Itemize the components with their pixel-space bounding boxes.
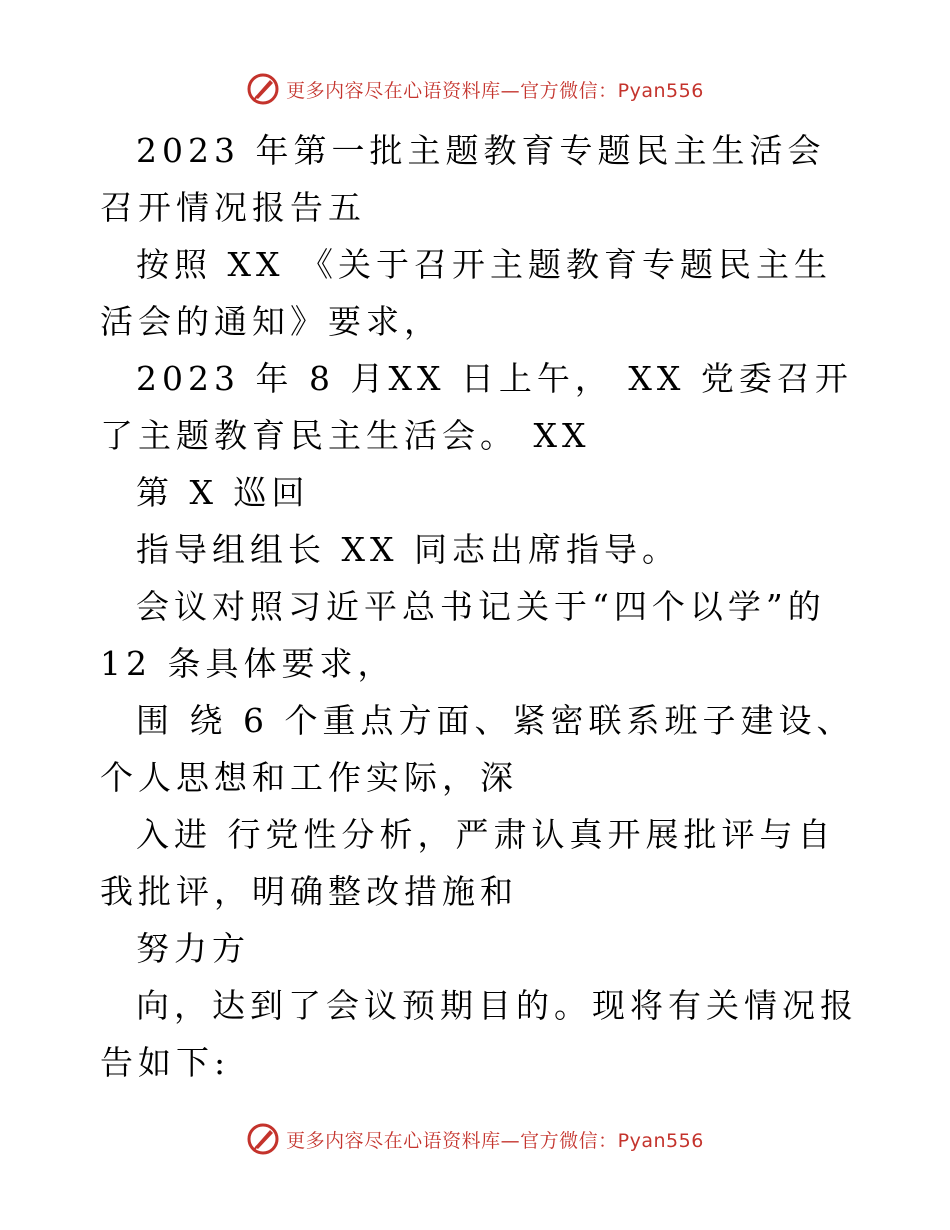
paragraph: 围 绕 6 个重点方面、紧密联系班子建设、个人思想和工作实际，深: [100, 701, 855, 797]
paragraph: 入进 行党性分析，严肃认真开展批评与自我批评，明确整改措施和: [100, 815, 836, 911]
quill-circle-logo: [246, 72, 280, 106]
paragraph: 按照 XX 《关于召开主题教育专题民主生活会的通知》要求，: [100, 245, 832, 341]
paragraph: 向，达到了会议预期目的。现将有关情况报告如下:: [100, 986, 858, 1082]
paragraph: 2023 年 8 月XX 日上午， XX 党委召开了主题教育民主生活会。 XX: [100, 359, 853, 455]
watermark-banner-top: [0, 72, 950, 106]
watermark-text: 更多内容尽在心语资料库—官方微信：Pyan556: [286, 1129, 704, 1152]
paragraph: 努力方: [136, 929, 250, 968]
document-body: [100, 122, 860, 1091]
paragraph: 第 X 巡回: [136, 473, 310, 512]
quill-circle-logo: [246, 1122, 280, 1156]
watermark-banner-bottom: [0, 1122, 950, 1156]
watermark-text: 更多内容尽在心语资料库—官方微信：Pyan556: [286, 79, 704, 102]
document-title: 2023 年第一批主题教育专题民主生活会召开情况报告五: [100, 131, 826, 227]
paragraph: 会议对照习近平总书记关于“四个以学”的 12 条具体要求，: [100, 587, 842, 683]
paragraph: 指导组组长 XX 同志出席指导。: [136, 530, 680, 569]
